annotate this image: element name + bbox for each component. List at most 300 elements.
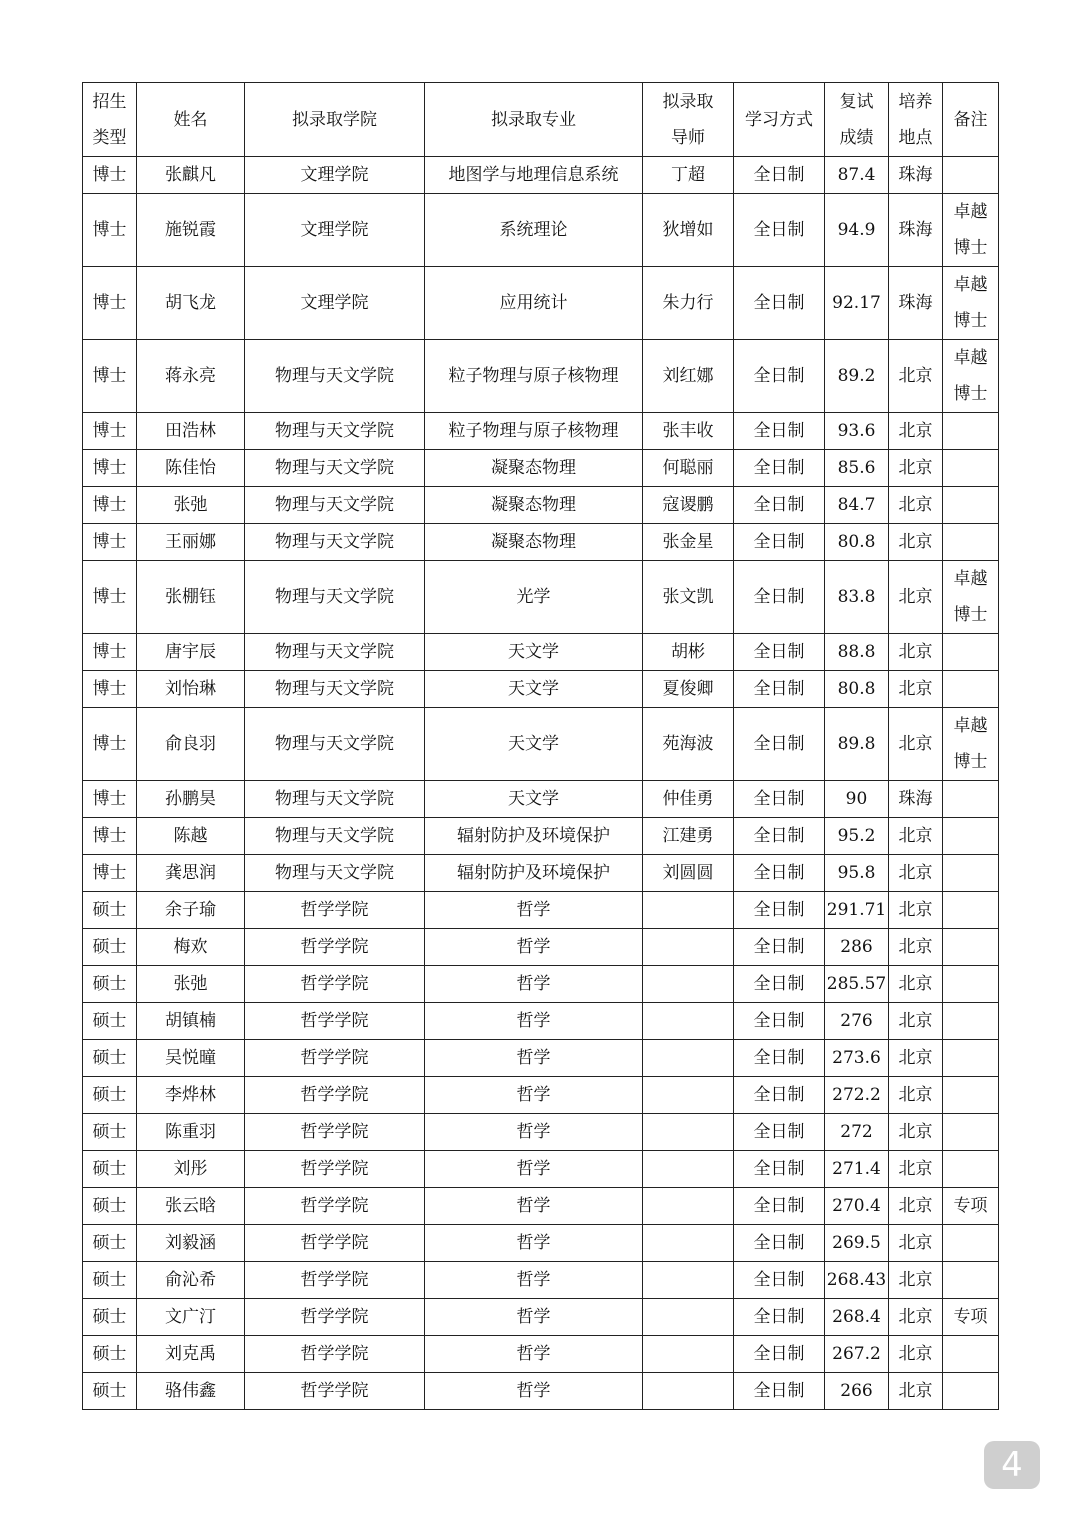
cell-advisor bbox=[643, 1373, 734, 1410]
cell-location: 北京 bbox=[889, 671, 943, 708]
cell-remark bbox=[943, 450, 999, 487]
header-major bbox=[425, 83, 643, 157]
cell-location: 北京 bbox=[889, 634, 943, 671]
cell-remark bbox=[943, 413, 999, 450]
cell-type: 博士 bbox=[83, 855, 137, 892]
cell-name: 龚思润 bbox=[137, 855, 245, 892]
cell-location: 北京 bbox=[889, 892, 943, 929]
header-type-line: 类型 bbox=[92, 127, 127, 148]
cell-major: 粒子物理与原子核物理 bbox=[425, 413, 643, 450]
cell-remark bbox=[943, 1373, 999, 1410]
cell-mode: 全日制 bbox=[734, 892, 825, 929]
cell-remark bbox=[943, 267, 999, 340]
header-name bbox=[137, 83, 245, 157]
cell-major: 哲学 bbox=[425, 892, 643, 929]
header-name-line: 姓名 bbox=[173, 109, 208, 130]
cell-remark bbox=[943, 818, 999, 855]
cell-mode: 全日制 bbox=[734, 634, 825, 671]
cell-remark bbox=[943, 340, 999, 413]
cell-name: 唐宇辰 bbox=[137, 634, 245, 671]
cell-location: 北京 bbox=[889, 1336, 943, 1373]
cell-location: 北京 bbox=[889, 413, 943, 450]
table-row bbox=[83, 1114, 999, 1151]
cell-remark bbox=[943, 708, 999, 781]
cell-name: 俞沁希 bbox=[137, 1262, 245, 1299]
cell-mode: 全日制 bbox=[734, 267, 825, 340]
cell-college: 文理学院 bbox=[245, 157, 425, 194]
cell-advisor bbox=[643, 1151, 734, 1188]
cell-type: 博士 bbox=[83, 413, 137, 450]
cell-type: 硕士 bbox=[83, 1114, 137, 1151]
cell-college: 物理与天文学院 bbox=[245, 781, 425, 818]
table-row bbox=[83, 194, 999, 267]
cell-major: 哲学 bbox=[425, 1151, 643, 1188]
table-row bbox=[83, 781, 999, 818]
cell-location: 北京 bbox=[889, 1003, 943, 1040]
cell-advisor bbox=[643, 1114, 734, 1151]
cell-location: 北京 bbox=[889, 818, 943, 855]
cell-type: 博士 bbox=[83, 634, 137, 671]
header-location-line: 地点 bbox=[898, 127, 933, 148]
cell-type: 博士 bbox=[83, 818, 137, 855]
cell-type: 硕士 bbox=[83, 1188, 137, 1225]
cell-mode: 全日制 bbox=[734, 450, 825, 487]
table-row bbox=[83, 929, 999, 966]
cell-remark bbox=[943, 966, 999, 1003]
table-row bbox=[83, 855, 999, 892]
cell-score: 269.5 bbox=[825, 1225, 889, 1262]
cell-advisor: 狄增如 bbox=[643, 194, 734, 267]
cell-remark bbox=[943, 561, 999, 634]
cell-type: 博士 bbox=[83, 561, 137, 634]
cell-location: 北京 bbox=[889, 340, 943, 413]
cell-name: 王丽娜 bbox=[137, 524, 245, 561]
cell-location: 北京 bbox=[889, 487, 943, 524]
remark-line: 专项 bbox=[953, 1196, 988, 1216]
cell-location: 珠海 bbox=[889, 194, 943, 267]
cell-location: 北京 bbox=[889, 524, 943, 561]
header-score bbox=[825, 83, 889, 157]
cell-name: 蒋永亮 bbox=[137, 340, 245, 413]
cell-type: 博士 bbox=[83, 708, 137, 781]
cell-location: 北京 bbox=[889, 1299, 943, 1336]
cell-type: 硕士 bbox=[83, 1336, 137, 1373]
cell-type: 硕士 bbox=[83, 1003, 137, 1040]
header-type-line: 招生 bbox=[92, 91, 127, 112]
table-row bbox=[83, 1151, 999, 1188]
cell-score: 80.8 bbox=[825, 524, 889, 561]
table-row bbox=[83, 1262, 999, 1299]
cell-mode: 全日制 bbox=[734, 818, 825, 855]
header-remark bbox=[943, 83, 999, 157]
cell-location: 北京 bbox=[889, 855, 943, 892]
cell-mode: 全日制 bbox=[734, 855, 825, 892]
cell-name: 张棚钰 bbox=[137, 561, 245, 634]
cell-major: 哲学 bbox=[425, 1299, 643, 1336]
cell-major: 哲学 bbox=[425, 1373, 643, 1410]
cell-mode: 全日制 bbox=[734, 340, 825, 413]
cell-advisor bbox=[643, 966, 734, 1003]
cell-type: 硕士 bbox=[83, 1299, 137, 1336]
cell-remark bbox=[943, 1003, 999, 1040]
cell-advisor bbox=[643, 892, 734, 929]
cell-name: 梅欢 bbox=[137, 929, 245, 966]
cell-name: 张弛 bbox=[137, 966, 245, 1003]
cell-advisor: 仲佳勇 bbox=[643, 781, 734, 818]
header-location bbox=[889, 83, 943, 157]
cell-type: 硕士 bbox=[83, 1040, 137, 1077]
remark-line: 博士 bbox=[953, 384, 988, 404]
table-row bbox=[83, 671, 999, 708]
cell-college: 物理与天文学院 bbox=[245, 487, 425, 524]
cell-mode: 全日制 bbox=[734, 1003, 825, 1040]
cell-name: 刘彤 bbox=[137, 1151, 245, 1188]
cell-advisor: 张金星 bbox=[643, 524, 734, 561]
cell-location: 北京 bbox=[889, 561, 943, 634]
header-remark-line: 备注 bbox=[953, 109, 988, 130]
cell-college: 物理与天文学院 bbox=[245, 818, 425, 855]
cell-remark bbox=[943, 1299, 999, 1336]
cell-major: 粒子物理与原子核物理 bbox=[425, 340, 643, 413]
cell-remark bbox=[943, 1262, 999, 1299]
header-college-line: 拟录取学院 bbox=[292, 109, 377, 130]
cell-name: 张弛 bbox=[137, 487, 245, 524]
cell-location: 北京 bbox=[889, 1373, 943, 1410]
table-row bbox=[83, 487, 999, 524]
table-row bbox=[83, 818, 999, 855]
cell-score: 87.4 bbox=[825, 157, 889, 194]
cell-advisor: 江建勇 bbox=[643, 818, 734, 855]
cell-score: 266 bbox=[825, 1373, 889, 1410]
cell-college: 哲学学院 bbox=[245, 1299, 425, 1336]
cell-advisor bbox=[643, 1225, 734, 1262]
cell-type: 博士 bbox=[83, 267, 137, 340]
cell-score: 286 bbox=[825, 929, 889, 966]
cell-advisor bbox=[643, 1077, 734, 1114]
cell-location: 珠海 bbox=[889, 267, 943, 340]
cell-score: 80.8 bbox=[825, 671, 889, 708]
cell-major: 天文学 bbox=[425, 781, 643, 818]
page-number-badge: 4 bbox=[984, 1441, 1040, 1489]
cell-college: 物理与天文学院 bbox=[245, 450, 425, 487]
cell-score: 83.8 bbox=[825, 561, 889, 634]
cell-type: 博士 bbox=[83, 450, 137, 487]
cell-name: 刘怡琳 bbox=[137, 671, 245, 708]
header-advisor-line: 拟录取 bbox=[662, 91, 714, 112]
cell-location: 北京 bbox=[889, 966, 943, 1003]
cell-college: 物理与天文学院 bbox=[245, 855, 425, 892]
cell-score: 276 bbox=[825, 1003, 889, 1040]
cell-remark bbox=[943, 929, 999, 966]
remark-line: 卓越 bbox=[953, 569, 988, 589]
cell-mode: 全日制 bbox=[734, 1373, 825, 1410]
cell-mode: 全日制 bbox=[734, 929, 825, 966]
header-advisor-line: 导师 bbox=[671, 127, 705, 148]
cell-major: 地图学与地理信息系统 bbox=[425, 157, 643, 194]
cell-location: 北京 bbox=[889, 1040, 943, 1077]
remark-line: 卓越 bbox=[953, 275, 988, 295]
cell-advisor bbox=[643, 1262, 734, 1299]
header-major-line: 拟录取专业 bbox=[491, 109, 576, 130]
cell-type: 硕士 bbox=[83, 1225, 137, 1262]
cell-score: 88.8 bbox=[825, 634, 889, 671]
cell-mode: 全日制 bbox=[734, 524, 825, 561]
cell-name: 俞良羽 bbox=[137, 708, 245, 781]
table-row bbox=[83, 561, 999, 634]
cell-mode: 全日制 bbox=[734, 413, 825, 450]
cell-advisor: 夏俊卿 bbox=[643, 671, 734, 708]
cell-mode: 全日制 bbox=[734, 1188, 825, 1225]
remark-line: 卓越 bbox=[953, 716, 988, 736]
cell-advisor bbox=[643, 1040, 734, 1077]
cell-score: 84.7 bbox=[825, 487, 889, 524]
cell-name: 李烨林 bbox=[137, 1077, 245, 1114]
cell-mode: 全日制 bbox=[734, 708, 825, 781]
cell-name: 张云晗 bbox=[137, 1188, 245, 1225]
cell-college: 哲学学院 bbox=[245, 1003, 425, 1040]
cell-advisor: 苑海波 bbox=[643, 708, 734, 781]
cell-remark bbox=[943, 524, 999, 561]
cell-remark bbox=[943, 487, 999, 524]
cell-advisor: 寇谡鹏 bbox=[643, 487, 734, 524]
cell-college: 物理与天文学院 bbox=[245, 708, 425, 781]
cell-major: 辐射防护及环境保护 bbox=[425, 855, 643, 892]
cell-name: 刘毅涵 bbox=[137, 1225, 245, 1262]
cell-college: 哲学学院 bbox=[245, 929, 425, 966]
cell-college: 文理学院 bbox=[245, 267, 425, 340]
cell-name: 田浩林 bbox=[137, 413, 245, 450]
cell-advisor: 张文凯 bbox=[643, 561, 734, 634]
table-row bbox=[83, 1225, 999, 1262]
cell-score: 85.6 bbox=[825, 450, 889, 487]
cell-score: 267.2 bbox=[825, 1336, 889, 1373]
cell-major: 系统理论 bbox=[425, 194, 643, 267]
cell-name: 孙鹏昊 bbox=[137, 781, 245, 818]
cell-score: 285.57 bbox=[825, 966, 889, 1003]
cell-mode: 全日制 bbox=[734, 1077, 825, 1114]
cell-score: 271.4 bbox=[825, 1151, 889, 1188]
cell-college: 物理与天文学院 bbox=[245, 561, 425, 634]
cell-name: 施锐霞 bbox=[137, 194, 245, 267]
table-row bbox=[83, 1188, 999, 1225]
cell-college: 哲学学院 bbox=[245, 1188, 425, 1225]
cell-name: 陈越 bbox=[137, 818, 245, 855]
cell-type: 博士 bbox=[83, 340, 137, 413]
cell-score: 92.17 bbox=[825, 267, 889, 340]
cell-name: 胡飞龙 bbox=[137, 267, 245, 340]
cell-college: 物理与天文学院 bbox=[245, 634, 425, 671]
cell-mode: 全日制 bbox=[734, 487, 825, 524]
cell-major: 哲学 bbox=[425, 1077, 643, 1114]
cell-name: 余子瑜 bbox=[137, 892, 245, 929]
cell-score: 90 bbox=[825, 781, 889, 818]
cell-major: 天文学 bbox=[425, 708, 643, 781]
cell-type: 硕士 bbox=[83, 892, 137, 929]
cell-major: 天文学 bbox=[425, 634, 643, 671]
cell-advisor: 张丰收 bbox=[643, 413, 734, 450]
cell-name: 文广汀 bbox=[137, 1299, 245, 1336]
table-row bbox=[83, 450, 999, 487]
header-advisor bbox=[643, 83, 734, 157]
cell-advisor: 何聪丽 bbox=[643, 450, 734, 487]
cell-college: 哲学学院 bbox=[245, 1151, 425, 1188]
cell-location: 北京 bbox=[889, 708, 943, 781]
cell-mode: 全日制 bbox=[734, 1040, 825, 1077]
cell-mode: 全日制 bbox=[734, 1225, 825, 1262]
table-row bbox=[83, 634, 999, 671]
table-row bbox=[83, 524, 999, 561]
cell-mode: 全日制 bbox=[734, 781, 825, 818]
header-mode bbox=[734, 83, 825, 157]
cell-type: 硕士 bbox=[83, 929, 137, 966]
cell-remark bbox=[943, 1336, 999, 1373]
cell-major: 凝聚态物理 bbox=[425, 524, 643, 561]
remark-line: 博士 bbox=[953, 311, 988, 331]
table-row bbox=[83, 1040, 999, 1077]
cell-location: 北京 bbox=[889, 929, 943, 966]
cell-major: 哲学 bbox=[425, 1114, 643, 1151]
table-row bbox=[83, 892, 999, 929]
cell-mode: 全日制 bbox=[734, 1262, 825, 1299]
cell-score: 268.4 bbox=[825, 1299, 889, 1336]
cell-name: 骆伟鑫 bbox=[137, 1373, 245, 1410]
remark-line: 博士 bbox=[953, 238, 988, 258]
cell-type: 硕士 bbox=[83, 1262, 137, 1299]
cell-remark bbox=[943, 157, 999, 194]
table-row bbox=[83, 340, 999, 413]
cell-remark bbox=[943, 892, 999, 929]
cell-major: 哲学 bbox=[425, 1040, 643, 1077]
cell-college: 哲学学院 bbox=[245, 966, 425, 1003]
table-row bbox=[83, 1299, 999, 1336]
cell-score: 273.6 bbox=[825, 1040, 889, 1077]
cell-college: 哲学学院 bbox=[245, 1262, 425, 1299]
cell-location: 北京 bbox=[889, 1225, 943, 1262]
cell-remark bbox=[943, 1114, 999, 1151]
cell-type: 硕士 bbox=[83, 1077, 137, 1114]
cell-remark bbox=[943, 671, 999, 708]
table-row bbox=[83, 1077, 999, 1114]
cell-name: 陈重羽 bbox=[137, 1114, 245, 1151]
cell-mode: 全日制 bbox=[734, 157, 825, 194]
header-location-line: 培养 bbox=[898, 91, 933, 112]
cell-score: 95.8 bbox=[825, 855, 889, 892]
cell-advisor: 刘红娜 bbox=[643, 340, 734, 413]
cell-mode: 全日制 bbox=[734, 1299, 825, 1336]
cell-type: 博士 bbox=[83, 524, 137, 561]
cell-name: 陈佳怡 bbox=[137, 450, 245, 487]
cell-college: 物理与天文学院 bbox=[245, 340, 425, 413]
cell-type: 博士 bbox=[83, 781, 137, 818]
cell-remark bbox=[943, 1151, 999, 1188]
remark-line: 博士 bbox=[953, 605, 988, 625]
cell-major: 应用统计 bbox=[425, 267, 643, 340]
cell-advisor: 胡彬 bbox=[643, 634, 734, 671]
header-type bbox=[83, 83, 137, 157]
cell-type: 博士 bbox=[83, 194, 137, 267]
cell-score: 270.4 bbox=[825, 1188, 889, 1225]
cell-score: 89.8 bbox=[825, 708, 889, 781]
cell-score: 94.9 bbox=[825, 194, 889, 267]
cell-college: 哲学学院 bbox=[245, 1114, 425, 1151]
cell-location: 北京 bbox=[889, 1188, 943, 1225]
cell-major: 哲学 bbox=[425, 1003, 643, 1040]
cell-advisor: 刘圆圆 bbox=[643, 855, 734, 892]
cell-college: 哲学学院 bbox=[245, 1225, 425, 1262]
cell-advisor: 丁超 bbox=[643, 157, 734, 194]
cell-location: 北京 bbox=[889, 1077, 943, 1114]
table-body bbox=[83, 157, 999, 1410]
remark-line: 卓越 bbox=[953, 348, 988, 368]
cell-major: 哲学 bbox=[425, 1262, 643, 1299]
cell-score: 291.71 bbox=[825, 892, 889, 929]
cell-mode: 全日制 bbox=[734, 671, 825, 708]
cell-name: 胡镇楠 bbox=[137, 1003, 245, 1040]
header-college bbox=[245, 83, 425, 157]
cell-location: 北京 bbox=[889, 1114, 943, 1151]
cell-advisor bbox=[643, 1299, 734, 1336]
header-score-line: 复试 bbox=[839, 91, 874, 112]
remark-line: 博士 bbox=[953, 752, 988, 772]
admission-table bbox=[82, 82, 999, 1410]
cell-type: 博士 bbox=[83, 157, 137, 194]
cell-remark bbox=[943, 1077, 999, 1114]
cell-major: 哲学 bbox=[425, 929, 643, 966]
cell-location: 北京 bbox=[889, 450, 943, 487]
cell-location: 珠海 bbox=[889, 157, 943, 194]
cell-mode: 全日制 bbox=[734, 561, 825, 634]
cell-college: 哲学学院 bbox=[245, 1040, 425, 1077]
cell-score: 272 bbox=[825, 1114, 889, 1151]
header-mode-line: 学习方式 bbox=[745, 109, 813, 130]
cell-score: 89.2 bbox=[825, 340, 889, 413]
cell-name: 刘克禹 bbox=[137, 1336, 245, 1373]
cell-major: 哲学 bbox=[425, 1336, 643, 1373]
cell-college: 哲学学院 bbox=[245, 892, 425, 929]
table-row bbox=[83, 413, 999, 450]
table-row bbox=[83, 1336, 999, 1373]
table-row bbox=[83, 157, 999, 194]
cell-location: 北京 bbox=[889, 1262, 943, 1299]
cell-advisor bbox=[643, 1336, 734, 1373]
cell-major: 辐射防护及环境保护 bbox=[425, 818, 643, 855]
cell-major: 光学 bbox=[425, 561, 643, 634]
cell-major: 天文学 bbox=[425, 671, 643, 708]
cell-mode: 全日制 bbox=[734, 1336, 825, 1373]
cell-mode: 全日制 bbox=[734, 966, 825, 1003]
cell-college: 哲学学院 bbox=[245, 1336, 425, 1373]
cell-major: 凝聚态物理 bbox=[425, 487, 643, 524]
cell-mode: 全日制 bbox=[734, 1151, 825, 1188]
cell-score: 95.2 bbox=[825, 818, 889, 855]
cell-score: 272.2 bbox=[825, 1077, 889, 1114]
table-row bbox=[83, 966, 999, 1003]
cell-remark bbox=[943, 781, 999, 818]
cell-major: 凝聚态物理 bbox=[425, 450, 643, 487]
cell-remark bbox=[943, 1040, 999, 1077]
cell-name: 张麒凡 bbox=[137, 157, 245, 194]
cell-remark bbox=[943, 194, 999, 267]
cell-remark bbox=[943, 1188, 999, 1225]
cell-remark bbox=[943, 855, 999, 892]
cell-college: 物理与天文学院 bbox=[245, 524, 425, 561]
cell-advisor bbox=[643, 929, 734, 966]
remark-line: 专项 bbox=[953, 1307, 988, 1327]
cell-type: 硕士 bbox=[83, 966, 137, 1003]
cell-mode: 全日制 bbox=[734, 1114, 825, 1151]
cell-major: 哲学 bbox=[425, 966, 643, 1003]
table-header-row bbox=[83, 83, 999, 157]
